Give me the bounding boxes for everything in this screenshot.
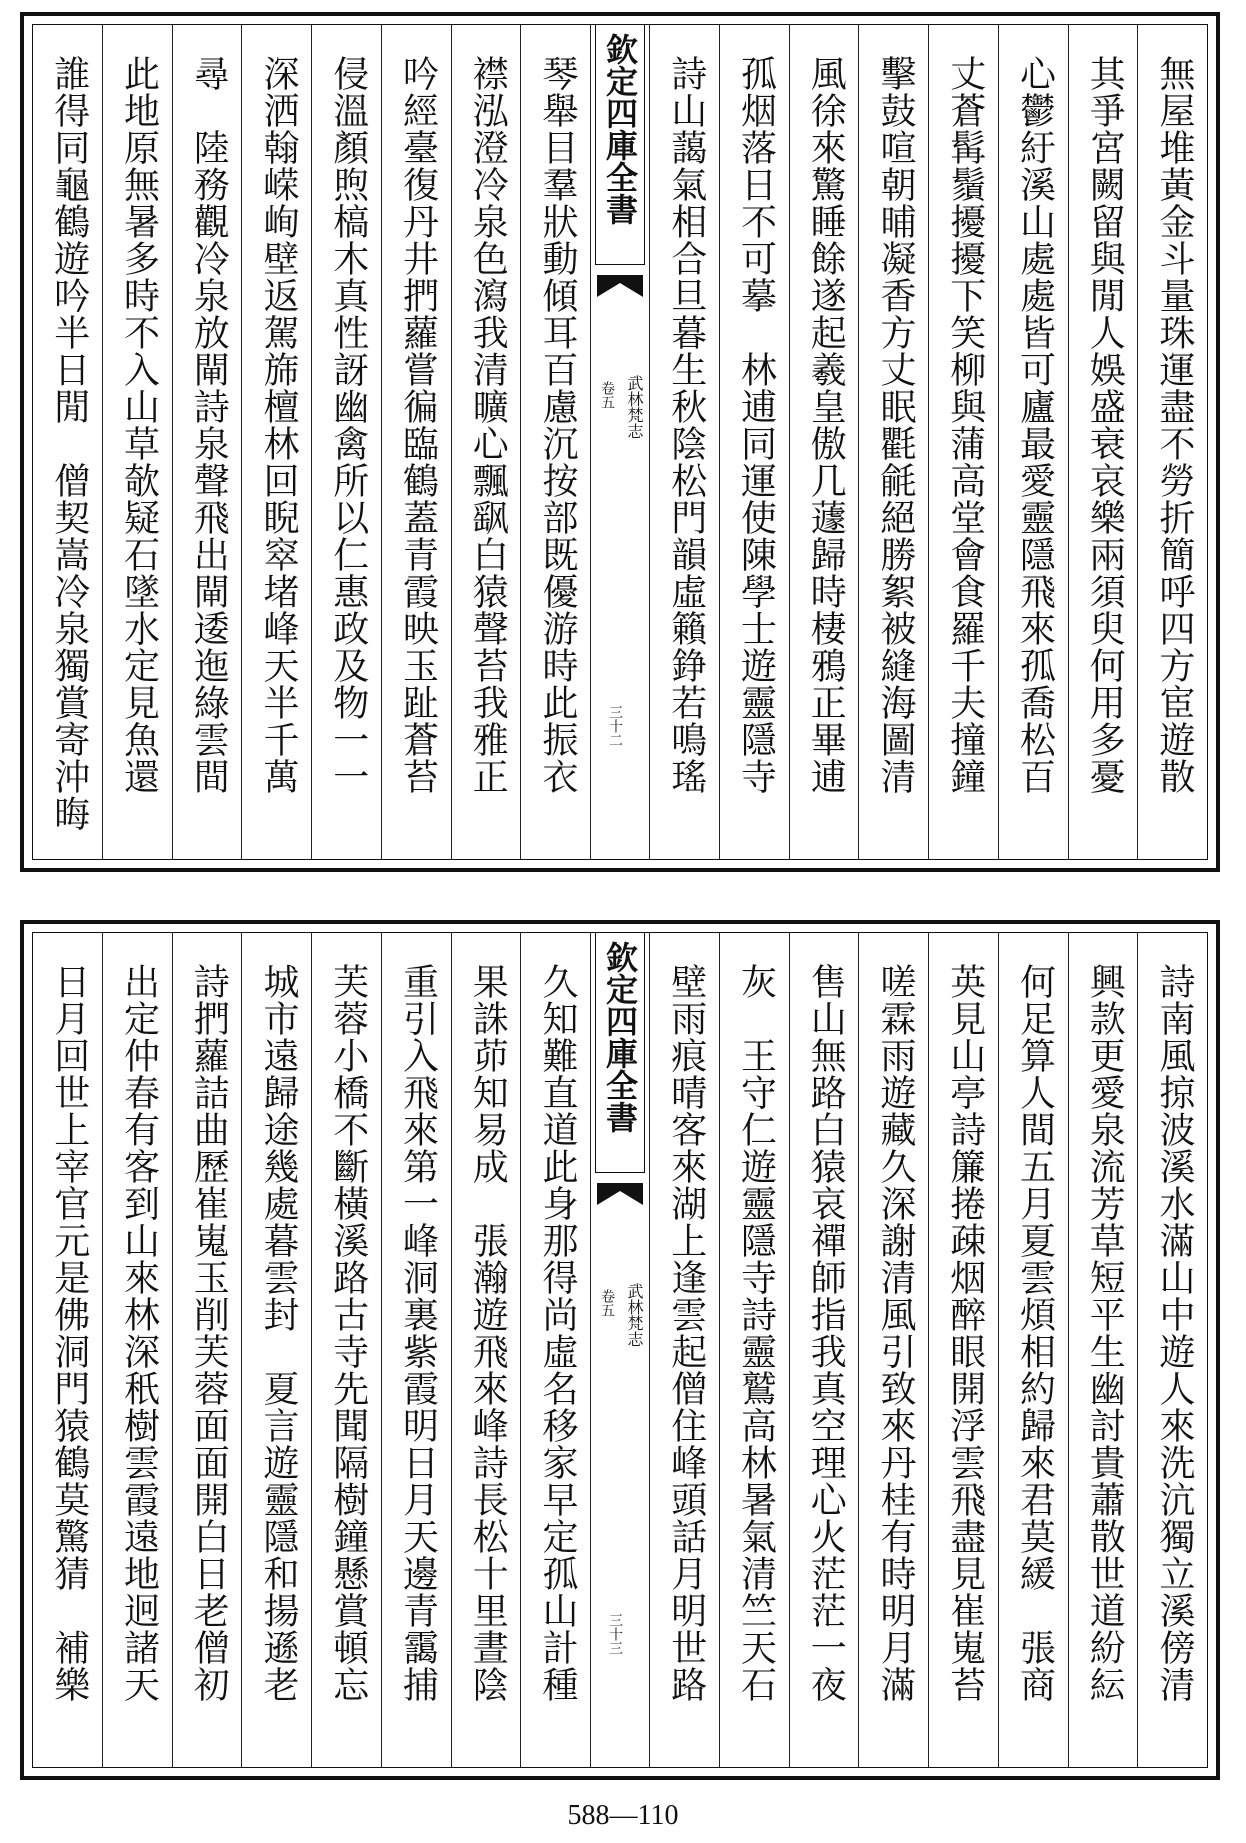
page-top — [20, 12, 1220, 872]
center-page-number: 三十三 — [607, 1613, 623, 1655]
center-volume: 卷五 — [599, 381, 615, 409]
text-column: 吟經臺復丹井捫蘿嘗徧臨鶴蓋青霞映玉趾蒼苔 — [381, 25, 451, 859]
page-top-frame — [32, 24, 1208, 860]
text-column: 詩捫蘿詰曲歷崔嵬玉削芙蓉面面開白日老僧初 — [172, 933, 242, 1767]
text-column: 風徐來驚睡餘遂起羲皇傲几蘧歸時棲鴉正畢逋 — [789, 25, 859, 859]
page-bottom-frame — [32, 932, 1208, 1768]
center-title: 欽定四庫全書 — [595, 933, 645, 1173]
text-column: 詩山藹氣相合旦暮生秋陰松門韻虛籟錚若鳴瑤 — [649, 25, 719, 859]
fish-tail-mark-icon — [597, 275, 643, 297]
center-title: 欽定四庫全書 — [595, 25, 645, 265]
text-column: 此地原無暑多時不入山草欹疑石墜水定見魚還 — [102, 25, 172, 859]
text-column: 襟泓澄冷泉色瀉我清曠心飄飖白猿聲苔我雅正 — [451, 25, 521, 859]
text-column: 日月回世上宰官元是佛洞門猿鶴莫驚猜 補樂 — [48, 963, 90, 1703]
text-column: 侵溫顏煦槁木真性訝幽禽所以仁惠政及物一一 — [311, 25, 381, 859]
text-column: 丈蒼髯鬚擾擾下笑柳與蒲高堂會食羅千夫撞鐘 — [928, 25, 998, 859]
fish-tail-mark-icon — [597, 1183, 643, 1205]
text-column: 心鬱紆溪山處處皆可廬最愛靈隱飛來孤喬松百 — [998, 25, 1068, 859]
text-column: 芙蓉小橋不斷橫溪路古寺先聞隔樹鐘懸賞頓忘 — [311, 933, 381, 1767]
text-column: 其爭宮闕留與閒人娛盛衰哀樂兩須臾何用多憂 — [1068, 25, 1138, 859]
text-column: 琴舉目羣狀動傾耳百慮沉按部既優游時此振衣 — [520, 25, 590, 859]
text-column: 壁雨痕晴客來湖上逢雲起僧住峰頭話月明世路 — [649, 933, 719, 1767]
text-column: 何足算人間五月夏雲煩相約歸來君莫緩 張商 — [998, 933, 1068, 1767]
text-column: 久知難直道此身那得尚虛名移家早定孤山計種 — [520, 933, 590, 1767]
text-column: 尋 陸務觀冷泉放閘詩泉聲飛出閘逶迤綠雲間 — [172, 25, 242, 859]
text-column: 詩南風掠波溪水滿山中遊人來洗沆獨立溪傍清 — [1137, 933, 1207, 1767]
center-book-title: 武林梵志 — [625, 375, 644, 439]
text-column: 誰得同龜鶴遊吟半日閒 僧契嵩冷泉獨賞寄沖晦 — [48, 55, 90, 832]
text-column: 出定仲春有客到山來林深秖樹雲霞遠地迥諸天 — [102, 933, 172, 1767]
center-page-number: 三十二 — [607, 705, 623, 747]
center-fold — [590, 25, 649, 859]
text-column: 城市遠歸途幾處暮雲封 夏言遊靈隱和揚遜老 — [241, 933, 311, 1767]
text-column: 深洒翰嵘峋壁返駕旆檀林回睨窣堵峰天半千萬 — [241, 25, 311, 859]
text-column: 無屋堆黃金斗量珠運盡不勞折簡呼四方宦遊散 — [1137, 25, 1207, 859]
center-fold — [590, 933, 649, 1767]
page-bottom — [20, 920, 1220, 1780]
text-column: 灰 王守仁遊靈隱寺詩靈鷲高林暑氣清竺天石 — [719, 933, 789, 1767]
center-volume: 卷五 — [599, 1289, 615, 1317]
text-column: 興款更愛泉流芳草短平生幽討貴蕭散世道紛紜 — [1068, 933, 1138, 1767]
text-column: 孤烟落日不可摹 林逋同運使陳學士遊靈隱寺 — [719, 25, 789, 859]
text-column: 英見山亭詩簾捲疎烟醉眼開浮雲飛盡見崔嵬苔 — [928, 933, 998, 1767]
text-column: 售山無路白猿哀禪師指我真空理心火茫茫一夜 — [789, 933, 859, 1767]
center-book-title: 武林梵志 — [625, 1283, 644, 1347]
text-column: 擊鼓喧朝晡凝香方丈眠氍毹絕勝絮被縫海圖清 — [858, 25, 928, 859]
text-column: 果誅茆知易成 張瀚遊飛來峰詩長松十里晝陰 — [451, 933, 521, 1767]
text-column: 嗟霖雨遊藏久深謝清風引致來丹桂有時明月滿 — [858, 933, 928, 1767]
text-column: 重引入飛來第一峰洞裏紫霞明日月天邊青靄捕 — [381, 933, 451, 1767]
page-footer-number: 588—110 — [567, 1800, 679, 1831]
